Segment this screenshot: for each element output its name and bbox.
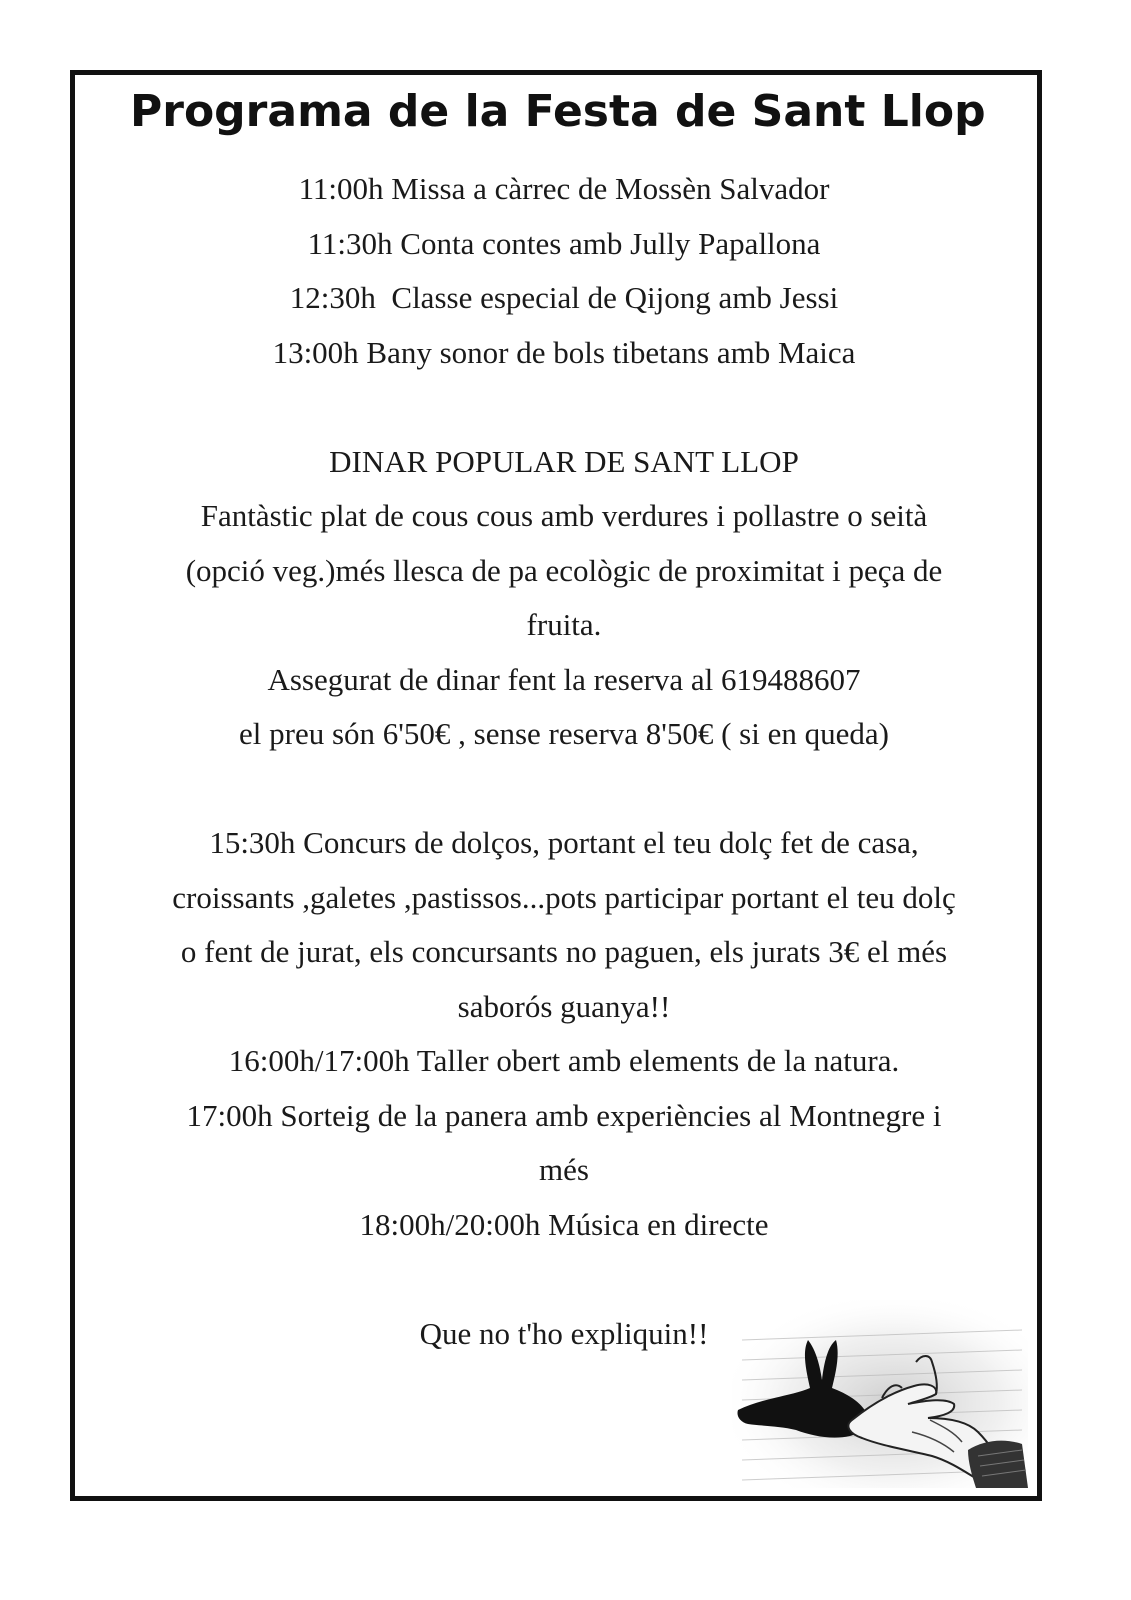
contest-text: o fent de jurat, els concursants no paguen, els jurats 3€ el més xyxy=(180,934,948,969)
hand-shadow-rabbit-icon xyxy=(732,1300,1028,1488)
contest-text: croissants ,galetes ,pastissos...pots participar portant el teu dolç xyxy=(172,879,956,915)
lunch-description: Fantàstic plat de cous cous amb verdures i pollastre o seità xyxy=(200,498,928,533)
schedule-item: 11:00h Missa a càrrec de Mossèn Salvador xyxy=(298,171,830,206)
lunch-reservation: Assegurat de dinar fent la reserva al 619488607 xyxy=(267,661,861,697)
raffle-item: més xyxy=(539,1152,589,1187)
program-content xyxy=(120,162,1008,1361)
spacer xyxy=(120,380,1008,435)
schedule-item: 13:00h Bany sonor de bols tibetans amb Maica xyxy=(272,334,856,370)
contest-text: saborós guanya!! xyxy=(457,988,671,1024)
music-item: 18:00h/20:00h Música en directe xyxy=(359,1206,769,1242)
lunch-heading: DINAR POPULAR DE SANT LLOP xyxy=(329,443,799,479)
schedule-item: 12:30h Classe especial de Qijong amb Jessi xyxy=(289,280,839,315)
workshop-item: 16:00h/17:00h Taller obert amb elements de la natura. xyxy=(228,1043,900,1078)
page-title: Programa de la Festa de Sant Llop xyxy=(130,86,986,137)
raffle-item: 17:00h Sorteig de la panera amb experiències al Montnegre i xyxy=(186,1097,942,1133)
lunch-description: (opció veg.)més llesca de pa ecològic de proximitat i peça de xyxy=(185,552,943,588)
spacer xyxy=(120,1252,1008,1307)
closing-line: Que no t'ho expliquin!! xyxy=(419,1315,709,1351)
schedule-item: 11:30h Conta contes amb Jully Papallona xyxy=(307,225,821,261)
contest-text: 15:30h Concurs de dolços, portant el teu dolç fet de casa, xyxy=(209,825,919,860)
spacer xyxy=(120,762,1008,817)
lunch-description: fruita. xyxy=(526,607,602,642)
lunch-price: el preu són 6'50€ , sense reserva 8'50€ ( si en queda) xyxy=(239,716,889,751)
